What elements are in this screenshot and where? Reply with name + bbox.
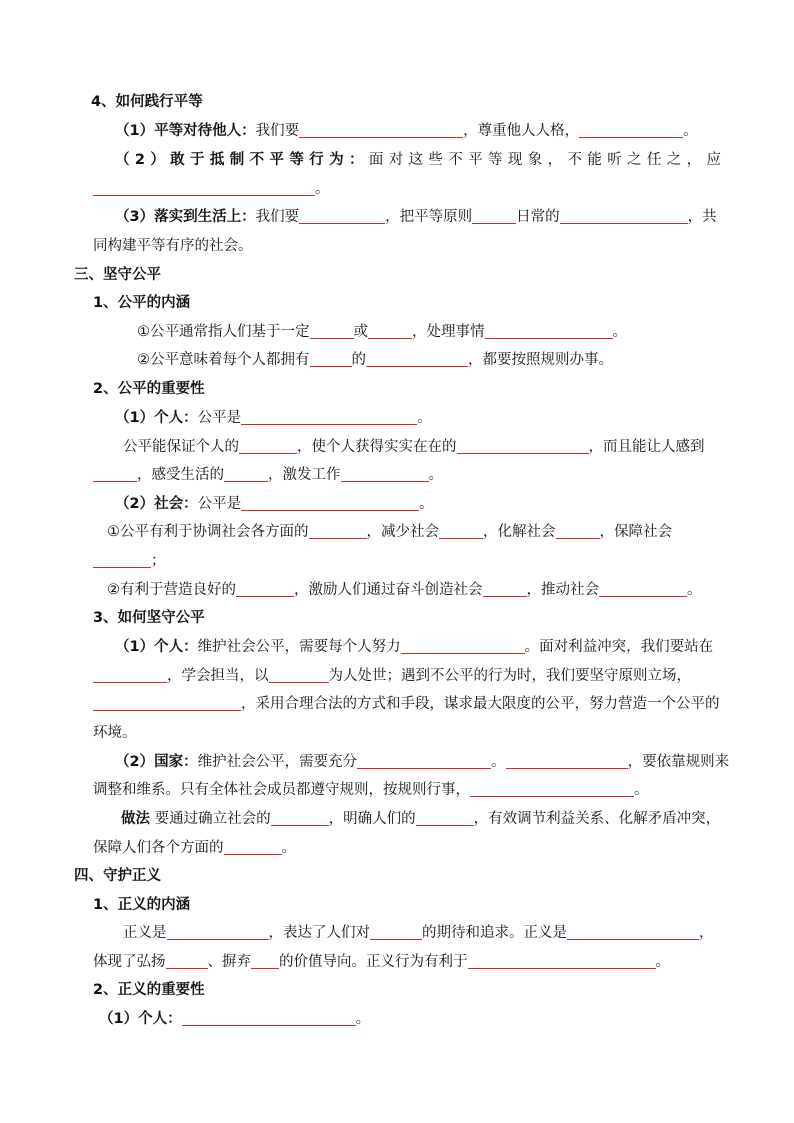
- answer-blank[interactable]: [366, 348, 468, 367]
- answer-blank[interactable]: [401, 635, 525, 654]
- answer-blank[interactable]: [468, 950, 656, 969]
- fill-line: [93, 663, 691, 689]
- text-run: 。面对利益冲突，我们要站在: [524, 639, 714, 655]
- answer-blank[interactable]: [166, 950, 208, 969]
- answer-blank[interactable]: [310, 320, 354, 339]
- text-run: 。: [428, 467, 443, 483]
- answer-blank[interactable]: [299, 205, 385, 224]
- text-run: ，学会担当，以: [167, 668, 269, 684]
- fill-line: [93, 462, 443, 488]
- text-run: 维护社会公平，需要每个人努力: [197, 639, 401, 655]
- answer-blank[interactable]: [357, 750, 491, 769]
- fill-line: [107, 577, 702, 603]
- answer-blank[interactable]: [485, 320, 613, 339]
- text-run: ，激励人们通过奋斗创造社会: [294, 582, 483, 598]
- answer-blank[interactable]: [472, 205, 516, 224]
- answer-blank[interactable]: [341, 463, 429, 482]
- text-run: ①公平有利于协调社会各方面的: [107, 524, 309, 540]
- text-run: ①公平通常指人们基于一定: [137, 324, 310, 340]
- text-line: 同构建平等有序的社会。: [93, 238, 253, 254]
- fill-line: [115, 204, 717, 230]
- section-heading: 1、正义的内涵: [93, 897, 191, 913]
- fill-line: [93, 691, 720, 717]
- answer-blank[interactable]: [579, 119, 683, 138]
- text-run: 保障人们各个方面的: [93, 840, 224, 856]
- answer-blank[interactable]: [271, 807, 329, 826]
- text-run: 为人处世；遇到不公平的行为时，我们要坚守原则立场，: [328, 668, 691, 684]
- text-run: 公平能保证个人的: [123, 439, 239, 455]
- text-run: ，共: [687, 209, 717, 225]
- text-run: ，而且能让人感到: [588, 439, 705, 455]
- answer-blank[interactable]: [241, 492, 419, 511]
- answer-blank[interactable]: [567, 921, 699, 940]
- answer-blank[interactable]: [236, 578, 294, 597]
- fill-line: [137, 319, 627, 345]
- text-run: 公平是: [197, 410, 242, 426]
- text-run: 公平是: [197, 496, 242, 512]
- answer-blank[interactable]: [182, 1007, 356, 1026]
- text-run: ，要依靠规则来: [627, 754, 730, 770]
- answer-blank[interactable]: [239, 435, 297, 454]
- answer-blank[interactable]: [416, 807, 474, 826]
- text-run: 。: [417, 410, 432, 426]
- fill-line: [93, 949, 670, 975]
- answer-blank[interactable]: [483, 578, 527, 597]
- answer-blank[interactable]: [599, 578, 687, 597]
- item-label: （1）个人：: [99, 1011, 182, 1027]
- item-label: （1）个人：: [115, 639, 198, 655]
- answer-blank[interactable]: [224, 836, 282, 855]
- answer-blank[interactable]: [309, 520, 367, 539]
- text-run: 我们要: [255, 123, 300, 139]
- fill-line: [93, 176, 330, 202]
- text-run: ，处理事情: [412, 324, 485, 340]
- answer-blank[interactable]: [556, 520, 600, 539]
- fill-line: [115, 147, 721, 173]
- answer-blank[interactable]: [167, 921, 269, 940]
- answer-blank[interactable]: [93, 463, 137, 482]
- fill-line: [99, 1006, 370, 1032]
- item-label: （1）个人：: [115, 410, 198, 426]
- answer-blank[interactable]: [93, 692, 241, 711]
- text-run: ，保障社会: [599, 524, 672, 540]
- answer-blank[interactable]: [251, 950, 279, 969]
- answer-blank[interactable]: [93, 177, 315, 196]
- fill-line: [137, 347, 613, 373]
- text-run: ，激发工作: [268, 467, 341, 483]
- item-label: （2）敢于抵制不平等行为：: [115, 152, 369, 168]
- text-run: 的: [351, 352, 366, 368]
- text-run: 我们要: [255, 209, 300, 225]
- text-run: ，减少社会: [366, 524, 439, 540]
- answer-blank[interactable]: [93, 664, 167, 683]
- text-run: 的期待和追求。正义是: [422, 925, 567, 941]
- text-run: 。: [419, 496, 434, 512]
- answer-blank[interactable]: [299, 119, 463, 138]
- section-heading: 1、公平的内涵: [93, 295, 191, 311]
- text-run: 。: [687, 582, 702, 598]
- answer-blank[interactable]: [506, 750, 628, 769]
- text-run: 日常的: [516, 209, 560, 225]
- text-run: ，都要按照规则办事。: [468, 352, 613, 368]
- fill-line: [107, 519, 672, 545]
- fill-line: [93, 835, 296, 861]
- text-run: 。: [683, 123, 698, 139]
- text-run: ，表达了人们对: [268, 925, 370, 941]
- item-label: （1）平等对待他人：: [115, 123, 256, 139]
- justified-text: [115, 147, 721, 173]
- text-run: ；: [151, 553, 166, 569]
- answer-blank[interactable]: [269, 664, 329, 683]
- fill-line: [115, 749, 729, 775]
- item-label: （3）落实到生活上：: [115, 209, 256, 225]
- fill-line: [115, 118, 698, 144]
- fill-line: [123, 920, 714, 946]
- fill-line: [115, 405, 432, 431]
- text-run: ，有效调节利益关系、化解矛盾冲突，: [473, 811, 721, 827]
- fill-line: [115, 634, 713, 660]
- answer-blank[interactable]: [368, 320, 412, 339]
- text-run: 或: [353, 324, 368, 340]
- text-run: 维护社会公平，需要充分: [197, 754, 358, 770]
- text-run: 。: [315, 181, 330, 197]
- text-run: ，感受生活的: [137, 467, 224, 483]
- text-run: ，使个人获得实实在在的: [297, 439, 457, 455]
- text-run: 。: [655, 954, 670, 970]
- text-run: 。: [355, 1011, 371, 1027]
- item-label: 做法: [121, 811, 150, 827]
- text-run: 。: [634, 782, 649, 798]
- answer-blank[interactable]: [224, 463, 268, 482]
- fill-line: [93, 777, 649, 803]
- section-heading: 4、如何践行平等: [91, 94, 203, 110]
- text-run: 的价值导向。正义行为有利于: [279, 954, 468, 970]
- text-run: ，采用合理合法的方式和手段，谋求最大限度的公平，努力营造一个公平的: [241, 696, 720, 712]
- text-run: ，推动社会: [526, 582, 599, 598]
- text-run: ，明确人们的: [328, 811, 416, 827]
- text-run: ，化解社会: [483, 524, 556, 540]
- text-run: 面对这些不平等现象，不能听之任之，应: [368, 152, 722, 168]
- item-label: （2）国家：: [115, 754, 198, 770]
- section-heading: 3、如何坚守公平: [93, 610, 205, 626]
- text-run: ，把平等原则: [385, 209, 473, 225]
- answer-blank[interactable]: [370, 921, 422, 940]
- answer-blank[interactable]: [457, 435, 589, 454]
- text-run: 。: [491, 754, 506, 770]
- text-run: 。: [281, 840, 296, 856]
- fill-line: [121, 806, 720, 832]
- text-run: ②公平意味着每个人都拥有: [137, 352, 310, 368]
- section-heading: 2、公平的重要性: [93, 381, 205, 397]
- answer-blank[interactable]: [310, 348, 352, 367]
- text-run: 正义是: [123, 925, 167, 941]
- text-run: 要通过确立社会的: [154, 811, 271, 827]
- text-run: 体现了弘扬: [93, 954, 166, 970]
- answer-blank[interactable]: [470, 778, 634, 797]
- answer-blank[interactable]: [439, 520, 483, 539]
- text-run: ，: [699, 925, 714, 941]
- text-run: ，尊重他人人格，: [463, 123, 580, 139]
- text-run: 调整和维系。只有全体社会成员都遵守规则，按规则行事，: [93, 782, 470, 798]
- text-run: 、摒弃: [207, 954, 251, 970]
- section-title: 四、守护正义: [74, 868, 161, 884]
- text-line: 环境。: [93, 725, 137, 741]
- fill-line: [93, 548, 166, 574]
- text-run: ②有利于营造良好的: [107, 582, 236, 598]
- section-heading: 2、正义的重要性: [93, 982, 205, 998]
- fill-line: [115, 491, 434, 517]
- fill-line: [123, 434, 705, 460]
- text-run: 。: [612, 324, 627, 340]
- item-label: （2）社会：: [115, 496, 198, 512]
- answer-blank[interactable]: [560, 205, 688, 224]
- section-title: 三、坚守公平: [74, 267, 161, 283]
- answer-blank[interactable]: [241, 406, 417, 425]
- answer-blank[interactable]: [93, 549, 151, 568]
